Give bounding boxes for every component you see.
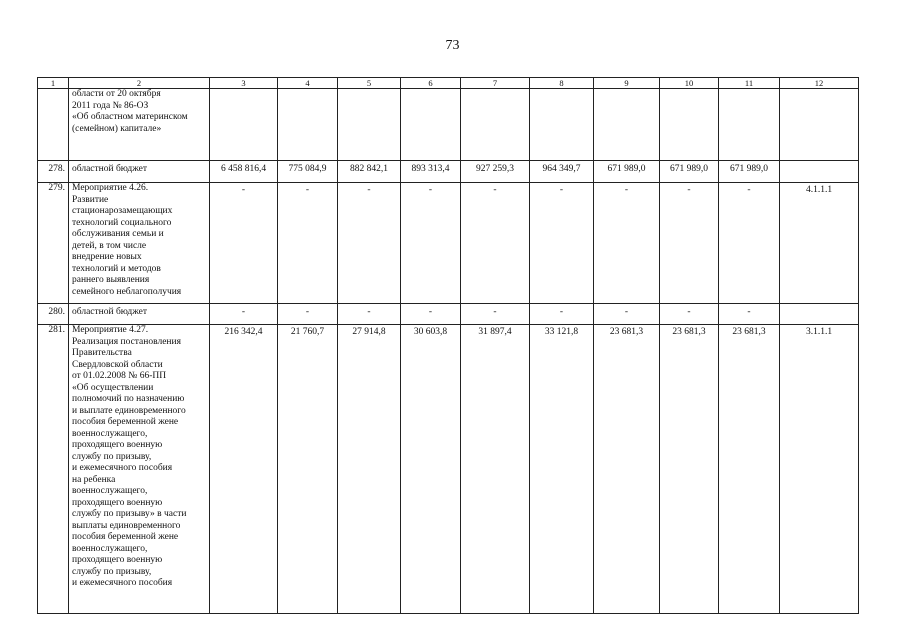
row-value: 671 989,0 [594, 161, 660, 183]
row-name-line: военнослужащего, [72, 543, 148, 554]
table-row [38, 183, 859, 304]
row-value: 671 989,0 [660, 161, 719, 183]
row-value: 23 681,3 [719, 325, 780, 614]
header-row [38, 78, 859, 89]
row-name-line: от 01.02.2008 № 66-ПП [72, 371, 167, 381]
budget-table [37, 77, 859, 614]
row-value: 216 342,4 [210, 325, 278, 614]
row-name-line: стационарозамещающих [72, 206, 173, 216]
row-value: - [461, 183, 530, 304]
row-value: - [530, 304, 594, 325]
row-value: - [719, 304, 780, 325]
row-name-line: внедрение новых [72, 252, 142, 262]
row-name-line: проходящего военную [72, 555, 163, 565]
row-value: - [660, 183, 719, 304]
row-name-line: и выплате единовременного [72, 405, 186, 416]
row-number: 279. [38, 183, 69, 304]
column-header: 3 [210, 78, 278, 89]
row-value [594, 89, 660, 161]
page-number: 73 [445, 38, 460, 53]
table-row [38, 161, 859, 183]
row-name [69, 161, 210, 183]
row-value: - [278, 183, 338, 304]
row-value: 882 842,1 [338, 161, 401, 183]
column-header: 8 [530, 78, 594, 89]
table-row [38, 325, 859, 614]
row-value: 671 989,0 [719, 161, 780, 183]
row-value: 964 349,7 [530, 161, 594, 183]
column-header: 7 [461, 78, 530, 89]
row-code [780, 304, 859, 325]
row-number: 278. [38, 161, 69, 183]
row-value: - [338, 183, 401, 304]
row-name [69, 325, 210, 614]
row-name-line: обслуживания семьи и [72, 229, 164, 239]
column-header: 6 [401, 78, 461, 89]
row-value [719, 89, 780, 161]
row-value: 6 458 816,4 [210, 161, 278, 183]
row-code: 3.1.1.1 [780, 325, 859, 614]
row-value: - [530, 183, 594, 304]
row-name-line: детей, в том числе [72, 240, 147, 251]
row-value [338, 89, 401, 161]
row-name-line: и ежемесячного пособия [72, 578, 173, 588]
row-value: 23 681,3 [594, 325, 660, 614]
row-name-line: полномочий по назначению [72, 394, 185, 404]
row-value: 31 897,4 [461, 325, 530, 614]
row-name [69, 304, 210, 325]
row-value [530, 89, 594, 161]
row-number [38, 89, 69, 161]
row-name-line: 2011 года № 86-ОЗ [72, 100, 149, 111]
column-header: 11 [719, 78, 780, 89]
row-value: - [401, 183, 461, 304]
row-value [210, 89, 278, 161]
table-row [38, 89, 859, 161]
row-name-line: Реализация постановления [72, 336, 181, 347]
row-name [69, 183, 210, 304]
row-name-line: и ежемесячного пособия [72, 463, 173, 473]
row-number: 280. [38, 304, 69, 325]
row-name-line: Правительства [72, 348, 132, 358]
row-number: 281. [38, 325, 69, 614]
row-name-line: технологий социального [72, 217, 172, 228]
column-header: 1 [38, 78, 69, 89]
row-value: - [594, 304, 660, 325]
row-name-line: выплаты единовременного [72, 520, 181, 531]
row-name-line: «Об областном материнском [72, 112, 188, 122]
row-name-line: Мероприятие 4.26. [72, 183, 149, 193]
row-name-line: проходящего военную [72, 440, 163, 450]
row-value [278, 89, 338, 161]
row-name-line: пособия беременной жене [72, 417, 179, 427]
row-value: - [401, 304, 461, 325]
row-value [461, 89, 530, 161]
row-name-line: службу по призыву, [72, 451, 152, 462]
column-header: 12 [780, 78, 859, 89]
row-value: - [660, 304, 719, 325]
row-code: 4.1.1.1 [780, 183, 859, 304]
row-name-line: службу по призыву» в части [72, 509, 187, 519]
row-value: 775 084,9 [278, 161, 338, 183]
row-name-line: военнослужащего, [72, 428, 148, 439]
row-value: 33 121,8 [530, 325, 594, 614]
column-header: 2 [69, 78, 210, 89]
row-value: - [461, 304, 530, 325]
row-name-line: областной бюджет [72, 307, 148, 317]
row-name-line: военнослужащего, [72, 486, 148, 496]
row-name-line: технологий и методов [72, 263, 161, 274]
row-value: - [719, 183, 780, 304]
row-value: - [338, 304, 401, 325]
row-value: - [278, 304, 338, 325]
row-code [780, 161, 859, 183]
row-value: 23 681,3 [660, 325, 719, 614]
row-name-line: на ребенка [72, 474, 116, 485]
column-header: 9 [594, 78, 660, 89]
row-value: 927 259,3 [461, 161, 530, 183]
row-value [660, 89, 719, 161]
row-value: - [210, 183, 278, 304]
row-name-line: Свердловской области [72, 359, 163, 370]
row-name-line: областной бюджет [72, 164, 148, 174]
column-header: 10 [660, 78, 719, 89]
row-name-line: Мероприятие 4.27. [72, 325, 149, 335]
row-value: 30 603,8 [401, 325, 461, 614]
row-code [780, 89, 859, 161]
row-value [401, 89, 461, 161]
row-name-line: (семейном) капитале» [72, 123, 162, 134]
row-name-line: службу по призыву, [72, 566, 152, 577]
column-header: 5 [338, 78, 401, 89]
row-value: 27 914,8 [338, 325, 401, 614]
row-name-line: проходящего военную [72, 497, 163, 508]
row-name-line: Развитие [72, 194, 109, 205]
row-name-line: семейного неблагополучия [72, 286, 182, 297]
row-name-line: пособия беременной жене [72, 532, 179, 542]
row-value: 21 760,7 [278, 325, 338, 614]
row-name-line: области от 20 октября [72, 89, 161, 99]
column-header: 4 [278, 78, 338, 89]
table-row [38, 304, 859, 325]
row-name-line: раннего выявления [72, 275, 150, 285]
row-value: - [594, 183, 660, 304]
row-name [69, 89, 210, 161]
row-name-line: «Об осуществлении [72, 382, 154, 393]
row-value: 893 313,4 [401, 161, 461, 183]
row-value: - [210, 304, 278, 325]
